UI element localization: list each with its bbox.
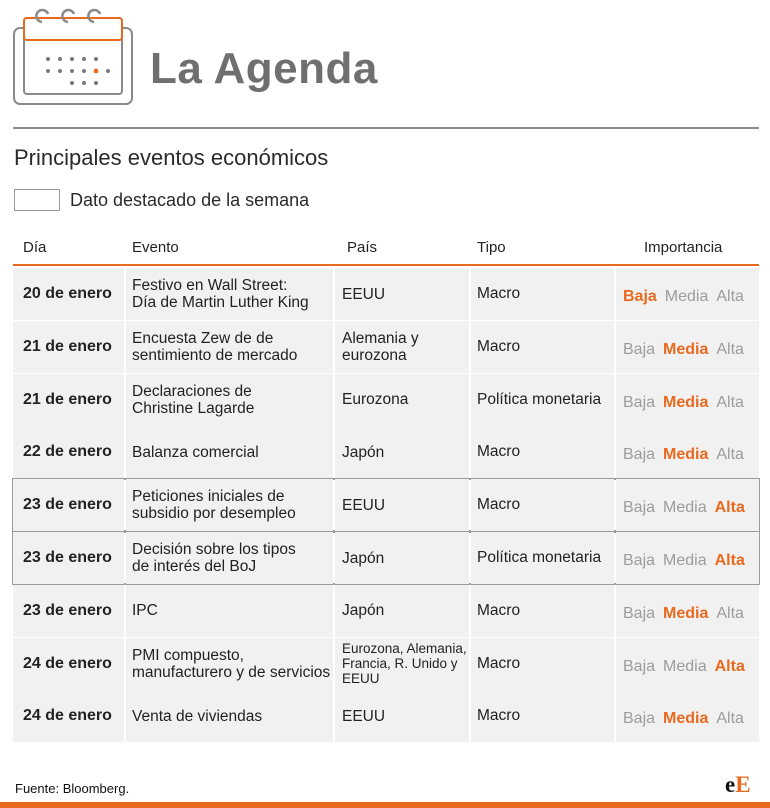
row-event: IPC [126, 585, 333, 637]
publisher-logo [725, 772, 751, 798]
row-country: Japón [335, 426, 469, 478]
table-row [13, 532, 759, 584]
importance-media: Media [663, 446, 709, 464]
column-header-country: País [347, 239, 378, 256]
importance-baja: Baja [623, 710, 656, 728]
table-row [13, 268, 759, 320]
table-row [13, 585, 759, 637]
row-country: EEUU [335, 268, 469, 320]
importance-alta: Alta [716, 340, 744, 358]
calendar-icon [12, 8, 136, 108]
row-type: Macro [471, 426, 614, 478]
row-event: Encuesta Zew de de sentimiento de mercado [126, 321, 333, 373]
table-row [13, 479, 759, 531]
column-header-day: Día [23, 239, 47, 256]
header-divider [13, 127, 759, 129]
importance-alta: Alta [716, 446, 744, 464]
row-day: 21 de enero [13, 321, 124, 373]
row-country: Japón [335, 585, 469, 637]
row-country: EEUU [335, 479, 469, 531]
importance-media: Media [663, 552, 707, 569]
row-day: 23 de enero [13, 532, 124, 584]
importance-alta: Alta [716, 393, 744, 411]
row-day: 20 de enero [13, 268, 124, 320]
importance-baja: Baja [623, 552, 656, 569]
column-header-type: Tipo [477, 239, 506, 256]
legend-swatch [14, 189, 60, 211]
row-day: 21 de enero [13, 374, 124, 426]
importance-baja: Baja [623, 393, 656, 411]
importance-baja: Baja [623, 499, 656, 517]
row-event: Venta de viviendas [126, 690, 333, 742]
row-country: Eurozona, Alemania, Francia, R. Unido y EEUU [335, 638, 469, 690]
importance-alta: Alta [714, 657, 745, 675]
importance-media: Media [663, 710, 709, 728]
importance-baja: Baja [623, 288, 657, 305]
importance-baja: Baja [623, 340, 656, 358]
importance-alta: Alta [716, 710, 744, 728]
row-importance [616, 532, 759, 584]
bottom-accent-bar [0, 802, 770, 808]
page-title: La Agenda [150, 44, 378, 93]
row-type: Macro [471, 638, 614, 690]
row-country: Alemania y eurozona [335, 321, 469, 373]
row-event: Peticiones iniciales de subsidio por desempleo [126, 479, 333, 531]
row-type: Macro [471, 321, 614, 373]
legend-label: Dato destacado de la semana [70, 190, 310, 210]
importance-baja: Baja [623, 604, 656, 622]
table-row [13, 426, 759, 478]
row-importance [616, 690, 759, 742]
row-importance [616, 374, 759, 426]
row-type: Política monetaria [471, 532, 614, 584]
table-header [13, 232, 759, 266]
row-country: Eurozona [335, 374, 469, 426]
row-event: Declaraciones de Christine Lagarde [126, 374, 333, 426]
row-importance [616, 268, 759, 320]
row-importance [616, 321, 759, 373]
importance-alta: Alta [716, 604, 744, 622]
row-day: 24 de enero [13, 690, 124, 742]
importance-media: Media [663, 604, 709, 622]
importance-alta: Alta [716, 288, 744, 305]
row-type: Macro [471, 268, 614, 320]
row-event: Decisión sobre los tipos de interés del BoJ [126, 532, 333, 584]
header [0, 0, 770, 128]
table-row [13, 638, 759, 690]
logo-letter-left: e [725, 772, 736, 797]
row-type: Macro [471, 585, 614, 637]
importance-media: Media [663, 340, 709, 358]
row-type: Macro [471, 479, 614, 531]
row-day: 23 de enero [13, 585, 124, 637]
importance-media: Media [663, 499, 707, 517]
row-day: 22 de enero [13, 426, 124, 478]
importance-baja: Baja [623, 657, 656, 675]
row-type: Macro [471, 690, 614, 742]
importance-baja: Baja [623, 446, 656, 464]
importance-alta: Alta [714, 552, 745, 569]
importance-media: Media [663, 657, 707, 675]
row-country: Japón [335, 532, 469, 584]
column-header-importance: Importancia [644, 239, 723, 256]
row-day: 23 de enero [13, 479, 124, 531]
table-row [13, 374, 759, 426]
importance-media: Media [663, 393, 709, 411]
row-importance [616, 426, 759, 478]
source-note: Fuente: Bloomberg. [15, 781, 130, 796]
row-day: 24 de enero [13, 638, 124, 690]
logo-letter-right: E [735, 772, 751, 797]
importance-alta: Alta [714, 499, 745, 517]
table-row [13, 690, 759, 742]
row-event: Festivo en Wall Street: Día de Martin Luther King [126, 268, 333, 320]
importance-media: Media [664, 288, 709, 305]
row-event: Balanza comercial [126, 426, 333, 478]
row-type: Política monetaria [471, 374, 614, 426]
row-country: EEUU [335, 690, 469, 742]
row-event: PMI compuesto, manufacturero y de servicios [126, 638, 333, 690]
row-importance [616, 638, 759, 690]
subtitle: Principales eventos económicos [14, 145, 329, 170]
column-header-event: Evento [132, 239, 179, 256]
table-row [13, 321, 759, 373]
row-importance [616, 479, 759, 531]
row-importance [616, 585, 759, 637]
